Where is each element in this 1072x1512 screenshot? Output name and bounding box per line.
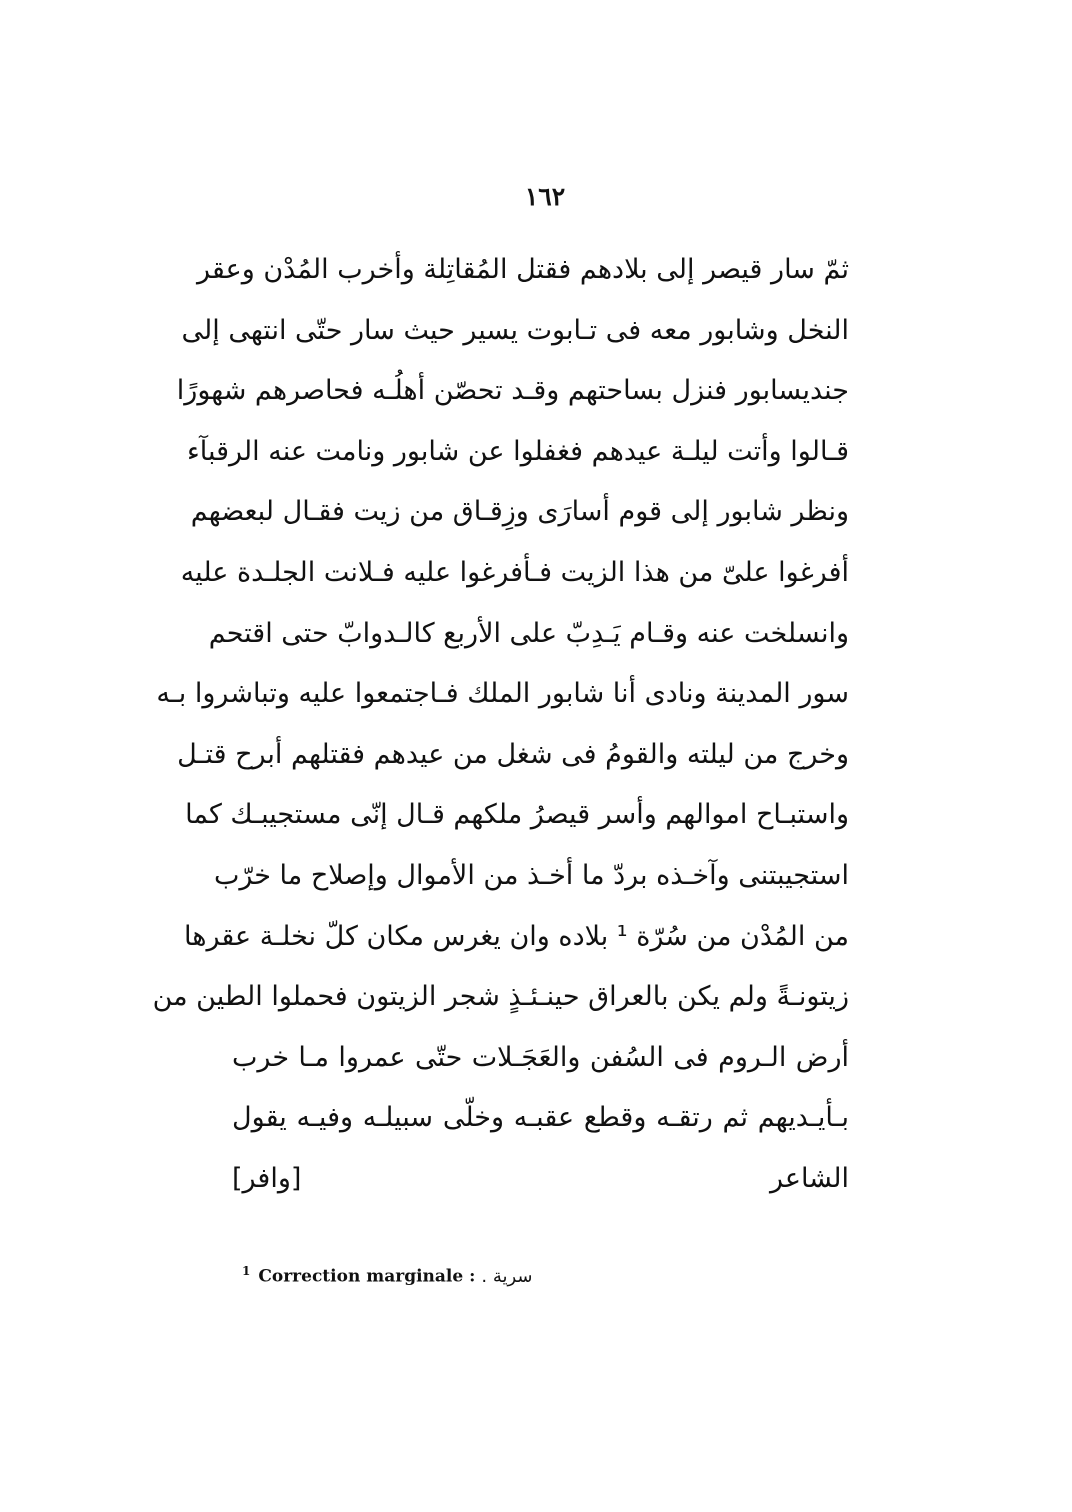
text-line-last <box>232 1149 849 1210</box>
last-line-text: الشاعر <box>769 1162 849 1194</box>
text-line: واستبـاح اموالهم وأسر قيصرُ ملكهم قـال إنّى مستجيبـك كما <box>185 799 849 831</box>
text-line: جنديسابور فنزل بساحتهم وقـد تحصّن أهلُـه فحاصرهم شهورًا <box>176 375 849 407</box>
text-line: أفرغوا علىّ من هذا الزيت فـأفرغوا عليه فـلانت الجلـدة عليه <box>180 556 849 588</box>
text-line: من المُدْن من سُرّة ¹ بلاده وان يغرس مكان كلّ نخلـة عقرها <box>184 920 849 952</box>
page-number: ١٦٢ <box>524 182 566 211</box>
text-line: زيتونـةً ولم يكن بالعراق حينـئـذٍ شجر الزيتون فحملوا الطين من <box>152 981 849 1013</box>
text-line: بـأيـديهم ثم رتقـه وقطع عقبـه وخلّى سبيلـه وفيـه يقول <box>232 1102 849 1134</box>
text-line: وانسلخت عنه وقـام يَـدِبّ على الأربع كالـدوابّ حتى اقتحم <box>208 617 849 649</box>
footnote-marker: 1 <box>242 1264 251 1278</box>
text-line: استجيبتنى وآخـذه بردّ ما أخـذ من الأموال وإصلاح ما خرّب <box>213 859 849 891</box>
footnote-arabic: سرية . <box>481 1265 533 1287</box>
text-line: ثمّ سار قيصر إلى بلادهم فقتل المُقاتِلة وأخرب المُدْن وعقر <box>197 254 849 285</box>
text-line: النخل وشابور معه فى تـابوت يسير حيث سار حتّى انتهى إلى <box>181 314 849 346</box>
text-line: ونظر شابور إلى قوم أسارَى وزِقـاق من زيت فقـال لبعضهم <box>190 496 849 528</box>
arabic-text-block <box>152 240 849 1210</box>
text-line: قـالوا وأتت ليلـة عيدهم فغفلوا عن شابور ونامت عنه الرقبآء <box>187 435 849 467</box>
text-line: سور المدينة ونادى أنا شابور الملك فـاجتمعوا عليه وتباشروا بـه <box>156 678 849 710</box>
footnote <box>242 1264 562 1287</box>
meter-label: [وافر] <box>232 1162 302 1194</box>
text-line: أرض الـروم فى السُفن والعَجَـلات حتّى عمروا مـا خرب <box>232 1041 849 1073</box>
footnote-label: Correction marginale : <box>258 1266 476 1287</box>
text-line: وخرج من ليلته والقومُ فى شغل من عيدهم فقتلهم أبرح قتـل <box>177 738 849 770</box>
